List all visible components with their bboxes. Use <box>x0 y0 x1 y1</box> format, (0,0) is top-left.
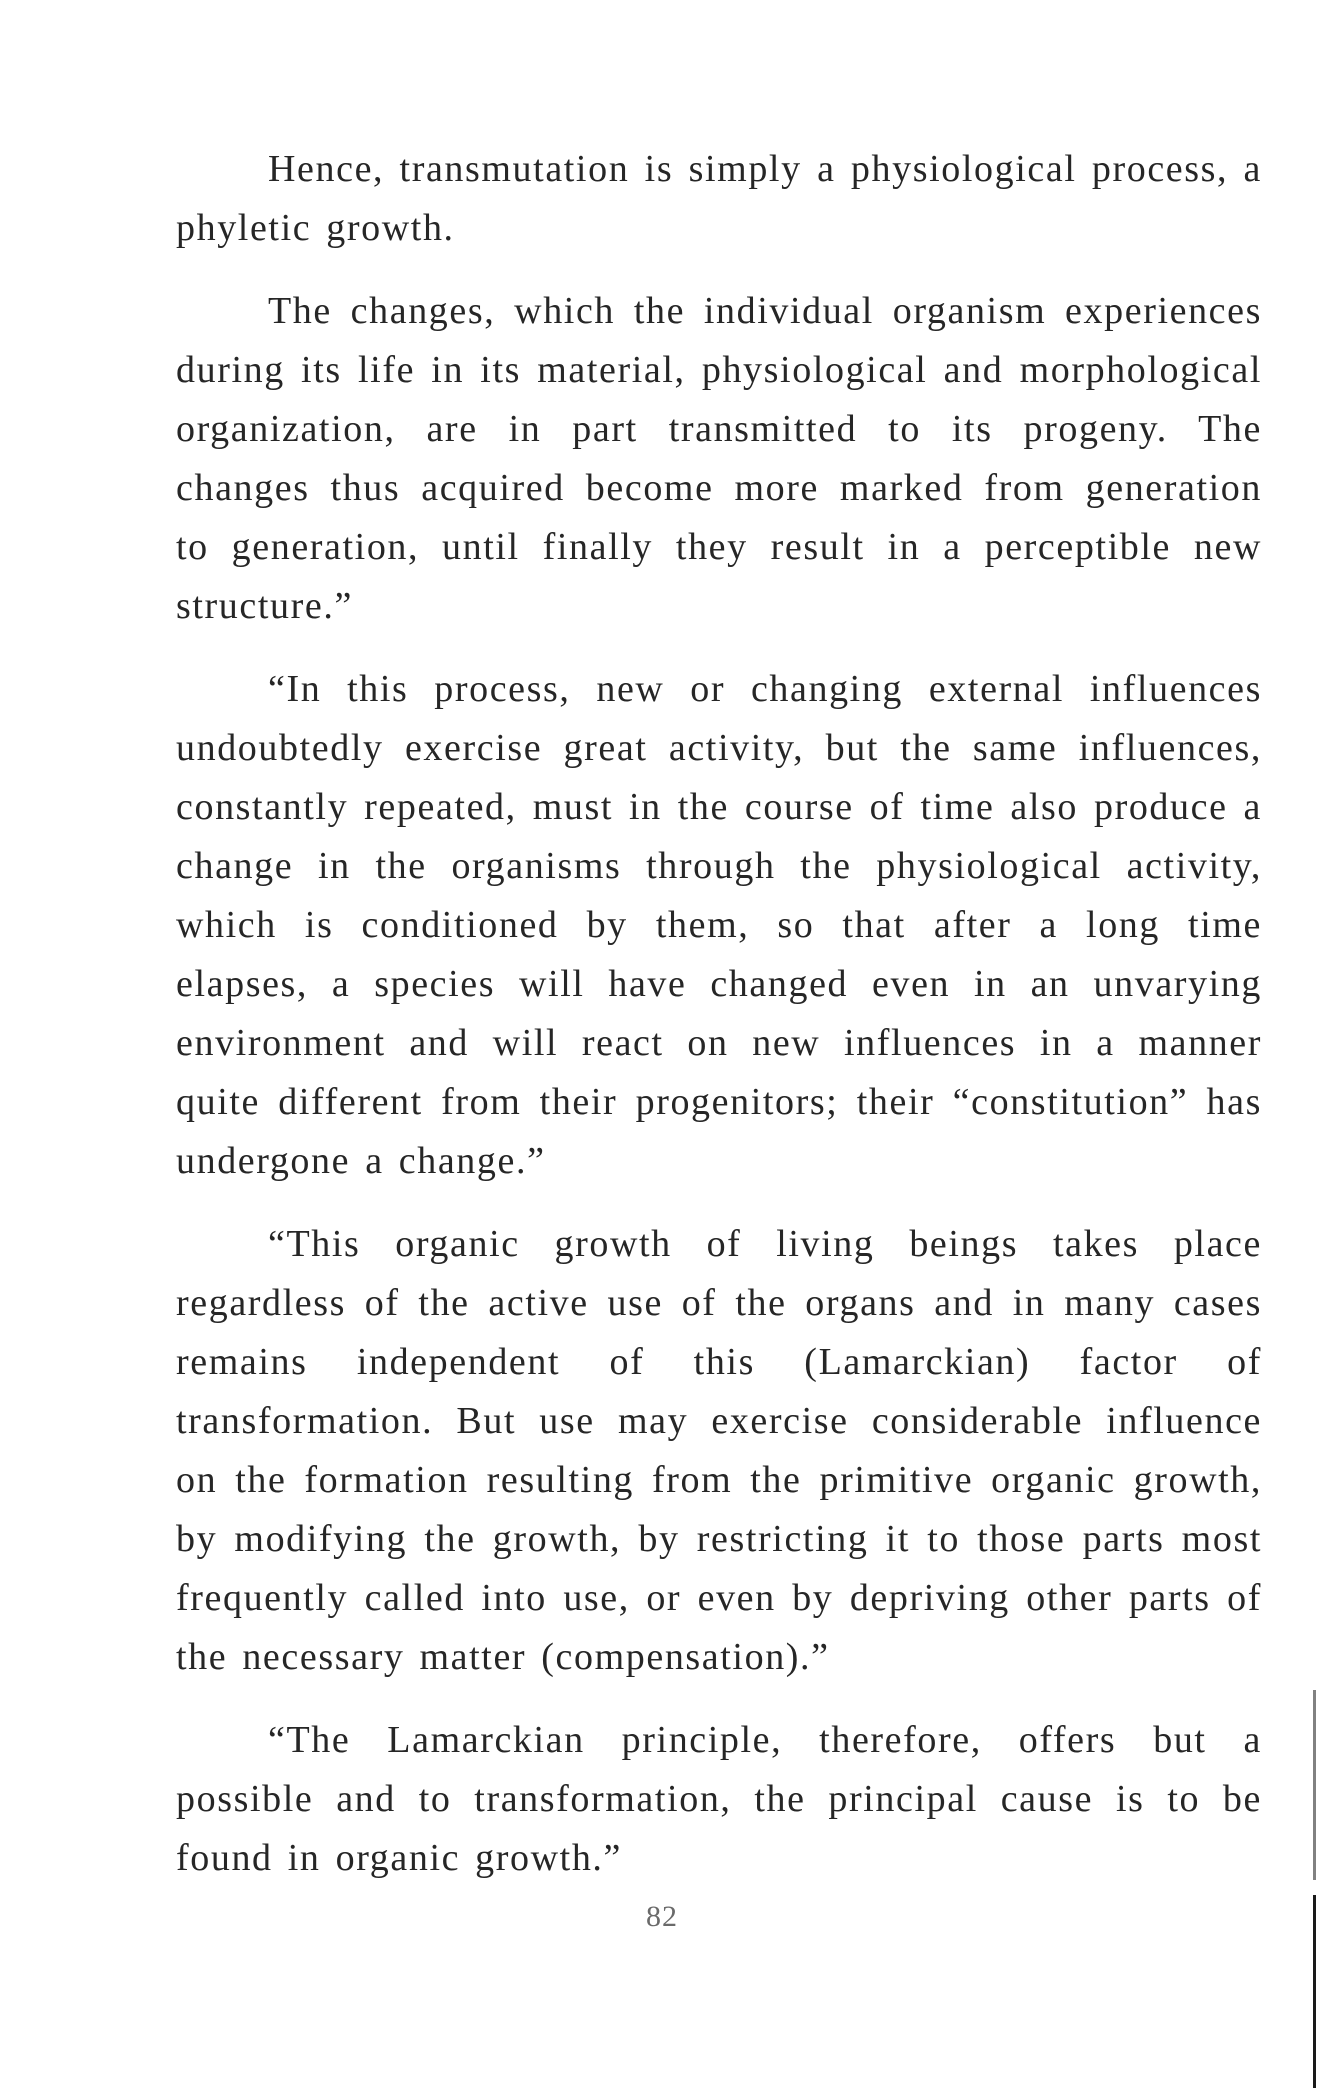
body-text <box>176 140 1262 1912</box>
paragraph-3: “In this process, new or changing external influences undoubtedly exercise great activity, but the same influences, constantly repeated, must in the course of time also produce a change in the organisms through the physiological activity, which is conditioned by them, so that after a long time elapses, a species will have changed even in an unvarying environment and will react on new influences in a manner quite different from their progenitors; their “constitution” has undergone a change.” <box>176 668 1262 1182</box>
paragraph-5: “The Lamarckian principle, therefore, offers but a possible and to transformation, the principal cause is to be found in organic growth.” <box>176 1719 1262 1879</box>
paragraph-1: Hence, transmutation is simply a physiological process, a phyletic growth. <box>176 148 1262 249</box>
page-number: 82 <box>646 1900 678 1933</box>
paragraph-4: “This organic growth of living beings takes place regardless of the active use of the organs and in many cases remains independent of this (Lamarckian) factor of transformation. But use may exercise considerable influence on the formation resulting from the primitive organic growth, by modifying the growth, by restricting it to those parts most frequently called into use, or even by depriving other parts of the necessary matter (compensation).” <box>176 1223 1262 1678</box>
paragraph-2: The changes, which the individual organism experiences during its life in its material, physiological and morphological organization, are in part transmitted to its progeny. The changes thus acquired become more marked from generation to generation, until finally they result in a perceptible new structure.” <box>176 290 1262 627</box>
scan-edge-mark <box>1313 1690 1316 1880</box>
scan-edge-mark <box>1313 1895 1316 2088</box>
